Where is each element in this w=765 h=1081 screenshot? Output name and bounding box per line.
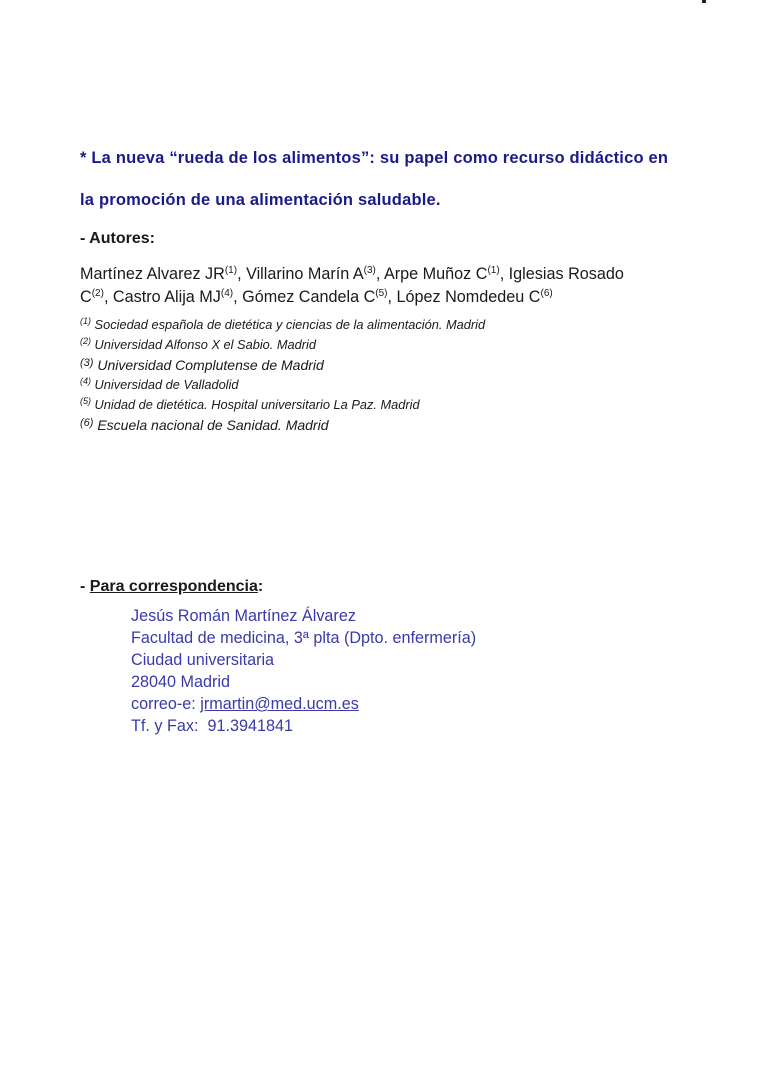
author-name-text: , Villarino Marín A <box>237 265 364 283</box>
author-ref-superscript: (4) <box>220 288 234 299</box>
affiliation-item <box>80 415 695 435</box>
contact-text: Tf. y Fax: 91.3941841 <box>131 717 293 735</box>
author-ref-superscript: (2) <box>91 288 104 299</box>
contact-text: 28040 Madrid <box>131 673 230 691</box>
author-ref-superscript: (6) <box>540 288 553 299</box>
correspondence-heading <box>80 575 695 599</box>
correspondence-heading-dash: - <box>80 578 90 595</box>
author-name-text: , Castro Alija MJ <box>103 288 221 306</box>
affiliation-text: Universidad Alfonso X el Sabio. Madrid <box>91 337 317 352</box>
affiliation-text: Unidad de dietética. Hospital universitario La Paz. Madrid <box>91 397 420 412</box>
authors-text-line <box>80 263 695 286</box>
affiliation-ref-superscript: (3) <box>80 357 94 369</box>
author-ref-superscript: (1) <box>224 265 238 276</box>
contact-line <box>131 627 695 649</box>
affiliation-ref-superscript: (2) <box>80 336 91 346</box>
author-name-text: , López Nomdedeu C <box>387 288 541 306</box>
affiliation-ref-superscript: (5) <box>80 396 91 406</box>
email-link[interactable]: jrmartin@med.ucm.es <box>200 695 359 713</box>
affiliation-item <box>80 355 695 375</box>
authors-text-line <box>80 286 695 309</box>
author-ref-superscript: (1) <box>487 265 500 276</box>
authors-line <box>80 263 695 309</box>
contact-line-label: correo-e: <box>131 695 201 713</box>
affiliation-ref-superscript: (6) <box>80 417 94 429</box>
author-name-text: C <box>80 288 92 306</box>
article-title-line: * La nueva “rueda de los alimentos”: su papel como recurso didáctico en <box>80 149 669 167</box>
contact-text: Jesús Román Martínez Álvarez <box>131 607 356 625</box>
affiliation-ref-superscript: (4) <box>80 376 91 386</box>
affiliation-text: Escuela nacional de Sanidad. Madrid <box>93 417 329 433</box>
contact-line <box>131 715 695 737</box>
affiliation-item <box>80 375 695 395</box>
contact-line <box>131 693 695 715</box>
author-ref-superscript: (5) <box>375 288 388 299</box>
affiliation-item <box>80 335 695 355</box>
affiliation-text: Sociedad española de dietética y ciencias de la alimentación. Madrid <box>91 317 486 332</box>
correspondence-heading-label: Para correspondencia <box>89 578 258 595</box>
author-name-text: , Gómez Candela C <box>233 288 376 306</box>
affiliation-item <box>80 315 695 335</box>
contact-line <box>131 605 695 627</box>
affiliation-text: Universidad de Valladolid <box>91 377 239 392</box>
author-name-text: , Arpe Muñoz C <box>375 265 488 283</box>
article-title-line: la promoción de una alimentación saludable. <box>80 191 441 209</box>
author-ref-superscript: (3) <box>363 265 376 276</box>
affiliation-text: Universidad Complutense de Madrid <box>93 357 324 373</box>
contact-line <box>131 649 695 671</box>
contact-text: Facultad de medicina, 3ª plta (Dpto. enfermería) <box>131 629 477 647</box>
author-name-text: , Iglesias Rosado <box>499 265 624 283</box>
affiliation-ref-superscript: (1) <box>80 316 91 326</box>
affiliations-list <box>80 315 695 435</box>
contact-text: Ciudad universitaria <box>131 651 275 669</box>
article-title <box>80 137 695 221</box>
author-name-text: Martínez Alvarez JR <box>80 265 225 283</box>
contact-line <box>131 671 695 693</box>
contact-block <box>131 605 695 737</box>
affiliation-item <box>80 395 695 415</box>
correspondence-heading-colon: : <box>257 578 264 595</box>
authors-heading: - Autores: <box>80 230 155 247</box>
page-corner-mark <box>702 0 706 3</box>
